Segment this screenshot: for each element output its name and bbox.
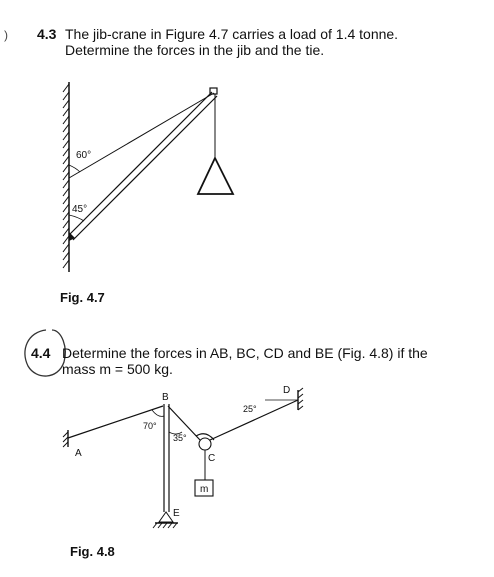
member-be: [164, 404, 169, 512]
angle-label-tie: 60°: [76, 150, 92, 161]
support-d: [298, 388, 303, 410]
figure-4-7-caption: Fig. 4.7: [60, 290, 105, 305]
question-4-3-line-2: Determine the forces in the jib and the tie.: [65, 42, 325, 58]
question-4-4-line-1: Determine the forces in AB, BC, CD and BE (Fig. 4.8) if the: [62, 345, 428, 361]
label-b: B: [162, 392, 169, 403]
label-m: m: [200, 484, 209, 495]
pulley-c: [196, 434, 214, 450]
figure-4-8-caption: Fig. 4.8: [70, 544, 115, 559]
angle-label-35: 35°: [173, 433, 187, 443]
angle-label-jib: 45°: [72, 204, 88, 215]
label-a: A: [75, 448, 82, 459]
question-4-3-line-1: The jib-crane in Figure 4.7 carries a load of 1.4 tonne.: [65, 26, 399, 42]
question-number-4-4: 4.4: [31, 345, 51, 361]
angle-label-25: 25°: [243, 404, 257, 414]
angle-arc-70: [152, 410, 164, 416]
support-a: [63, 430, 68, 447]
label-e: E: [173, 508, 180, 519]
question-4-4-line-2: mass m = 500 kg.: [62, 361, 173, 377]
margin-mark: ): [4, 28, 8, 42]
label-c: C: [208, 453, 216, 464]
label-d: D: [283, 385, 291, 396]
angle-label-70: 70°: [143, 421, 157, 431]
question-number-4-3: 4.3: [37, 26, 57, 42]
